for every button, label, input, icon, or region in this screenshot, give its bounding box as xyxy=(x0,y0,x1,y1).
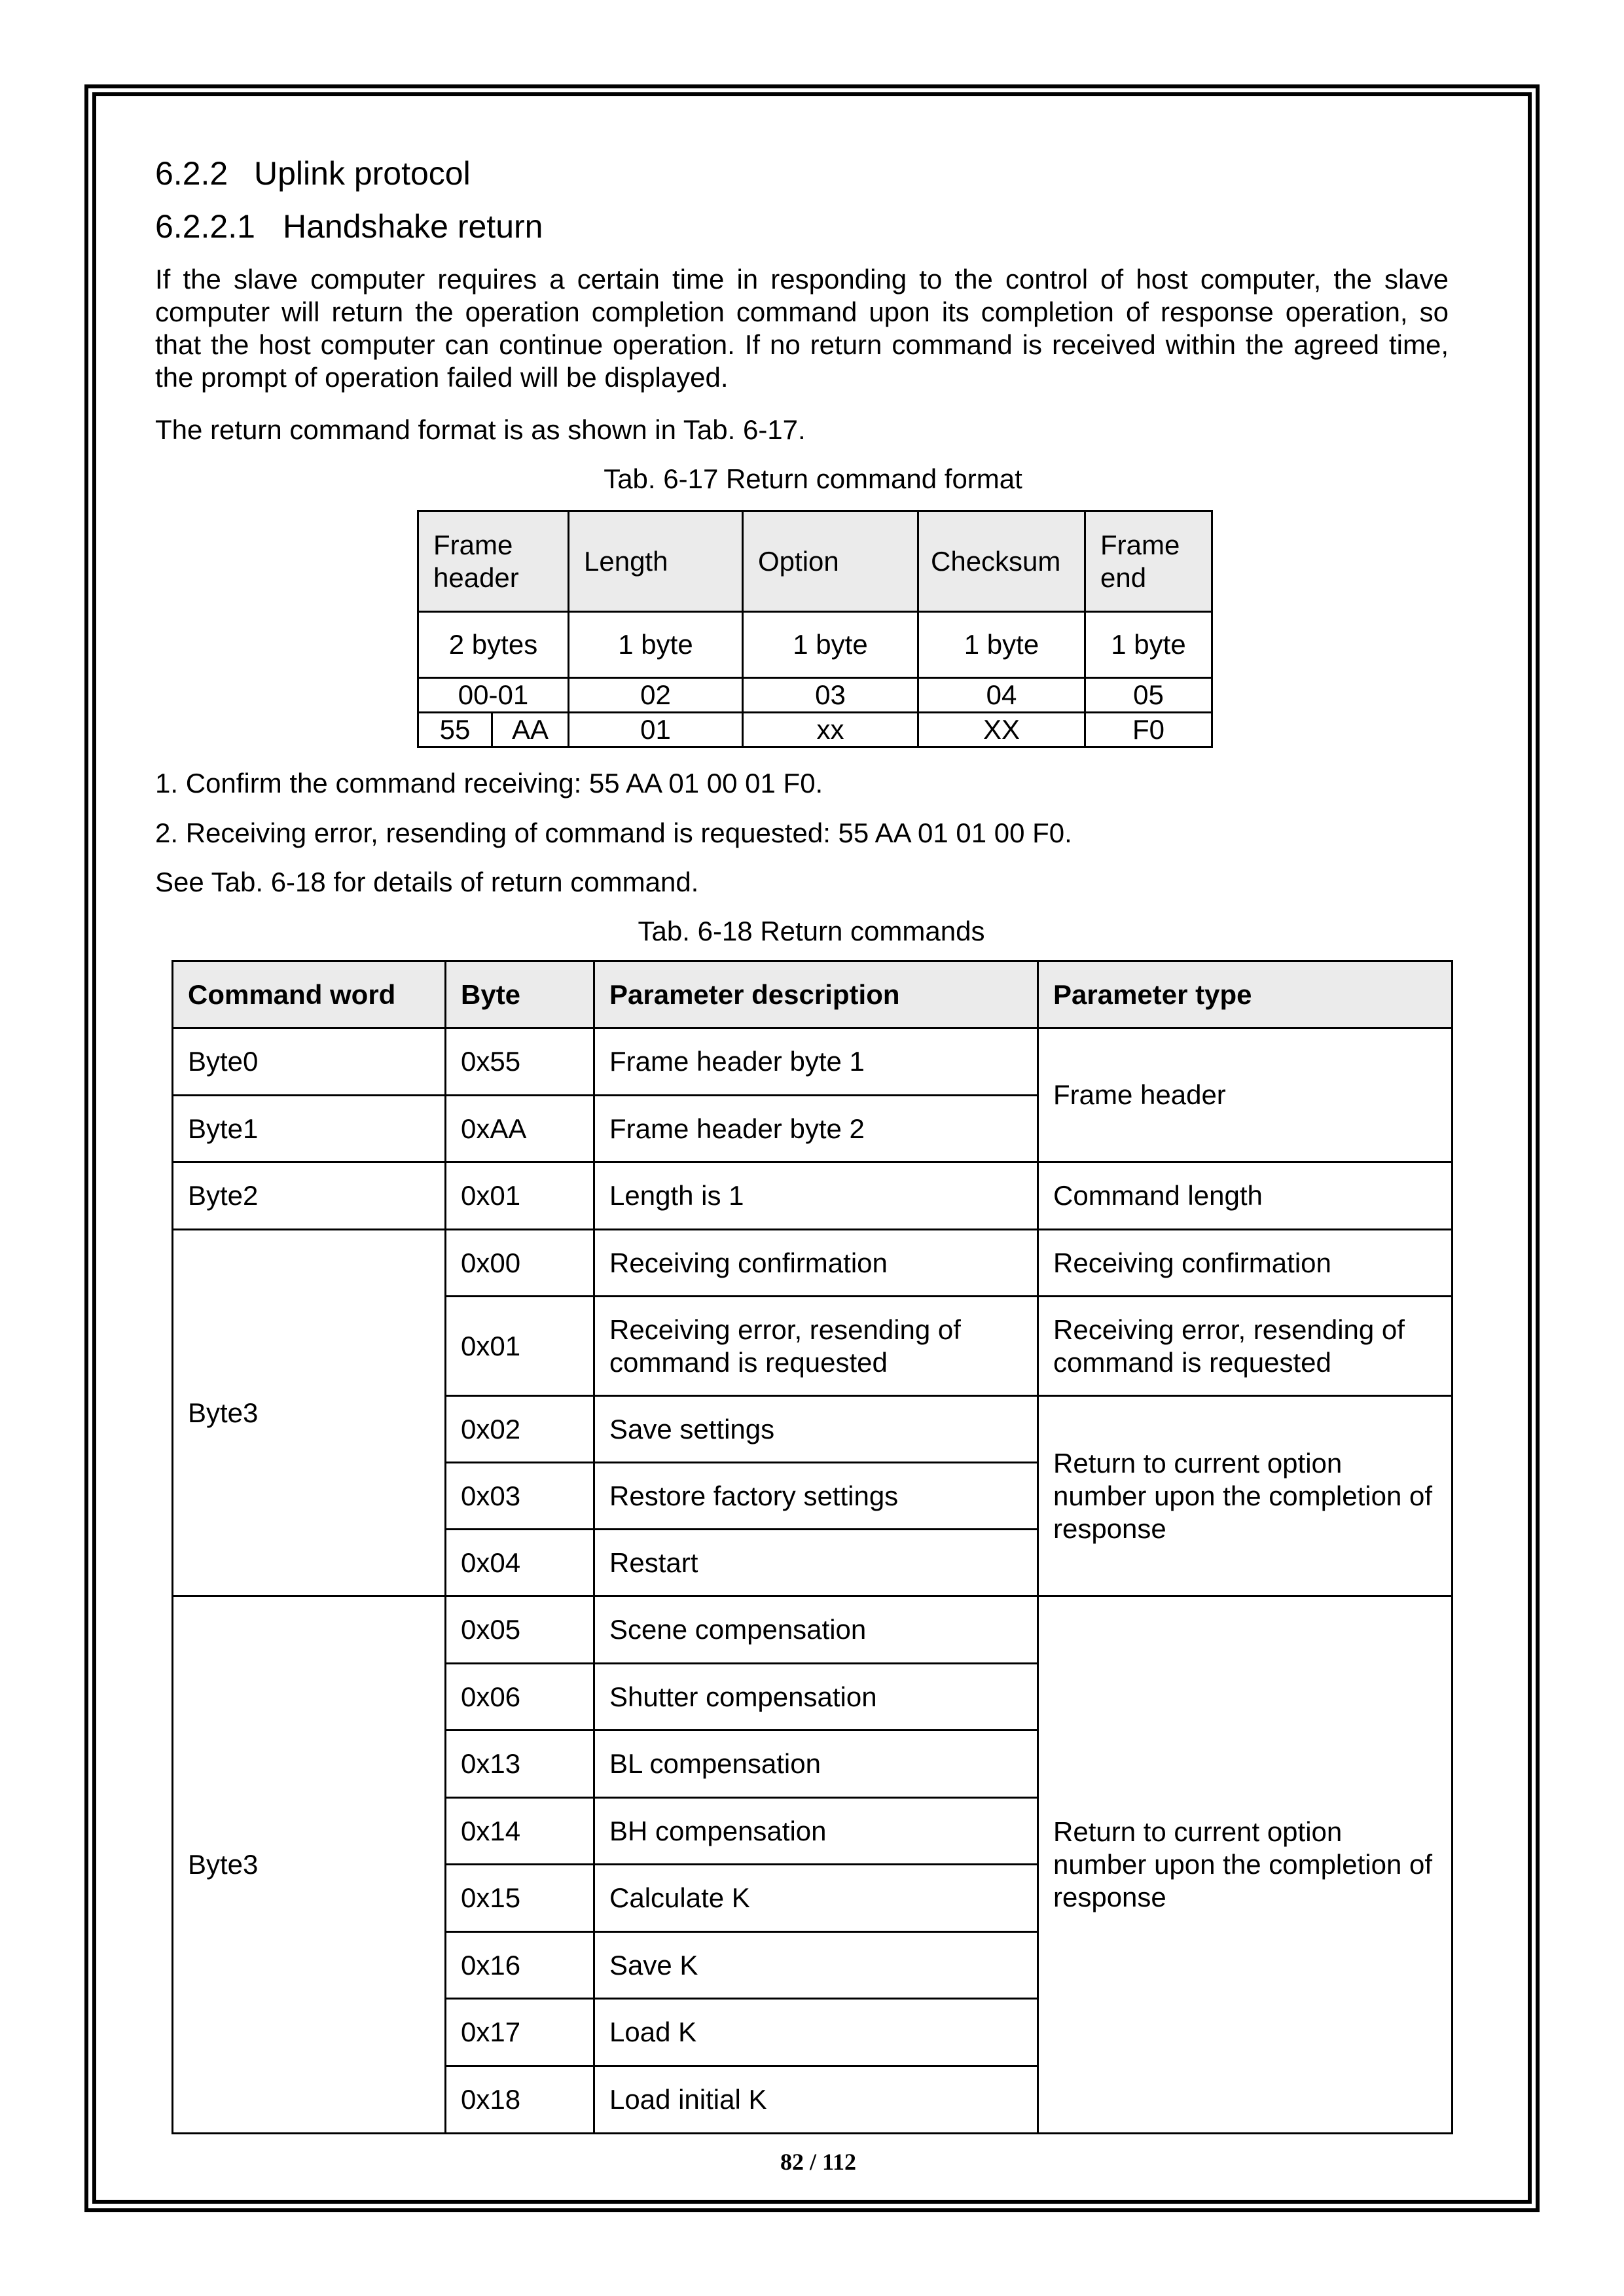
description-cell: Length is 1 xyxy=(594,1162,1038,1230)
intro-line-3: that the host computer can continue operation. If no return command is received within the agreed time, xyxy=(155,329,1449,360)
column-header-command-word: Command word xyxy=(173,961,446,1028)
description-cell: Frame header byte 2 xyxy=(594,1096,1038,1162)
column-header-parameter-type: Parameter type xyxy=(1038,961,1453,1028)
table1-value-cell: AA xyxy=(492,713,569,747)
command-word-cell: Byte0 xyxy=(173,1028,446,1096)
type-cell: Receiving error, resending of command is requested xyxy=(1038,1297,1453,1396)
table1-index-cell: 03 xyxy=(743,678,918,713)
table1-value-cell: xx xyxy=(743,713,918,747)
description-cell: Save settings xyxy=(594,1396,1038,1463)
subsection-heading xyxy=(155,210,255,243)
section-heading xyxy=(155,157,228,190)
byte-cell: 0x01 xyxy=(446,1162,594,1230)
description-cell: Shutter compensation xyxy=(594,1664,1038,1731)
byte-cell: 0x16 xyxy=(446,1932,594,1999)
description-cell: BL compensation xyxy=(594,1731,1038,1798)
byte-cell: 0x13 xyxy=(446,1731,594,1798)
table-row xyxy=(173,1028,1453,1096)
byte-cell: 0x14 xyxy=(446,1798,594,1865)
description-cell: Load K xyxy=(594,1999,1038,2066)
subsection-title: Handshake return xyxy=(283,208,543,245)
byte-cell: 0x01 xyxy=(446,1297,594,1396)
table-row xyxy=(173,1596,1453,1664)
type-cell: Return to current option number upon the completion of response xyxy=(1038,1396,1453,1596)
type-cell: Return to current option number upon the completion of response xyxy=(1038,1596,1453,2134)
intro-line-4: the prompt of operation failed will be displayed. xyxy=(155,362,729,393)
subsection-number: 6.2.2.1 xyxy=(155,208,255,245)
table1-value-cell: 55 xyxy=(418,713,492,747)
description-cell: Save K xyxy=(594,1932,1038,1999)
byte-cell: 0x05 xyxy=(446,1596,594,1664)
byte-cell: 0x00 xyxy=(446,1230,594,1297)
table1-size-cell: 1 byte xyxy=(743,612,918,678)
section-title: Uplink protocol xyxy=(254,155,471,192)
byte-cell: 0x02 xyxy=(446,1396,594,1463)
table1-header-row xyxy=(418,511,1212,612)
description-cell: Frame header byte 1 xyxy=(594,1028,1038,1096)
byte-cell: 0x06 xyxy=(446,1664,594,1731)
table1-size-row xyxy=(418,612,1212,678)
table-row xyxy=(173,1230,1453,1297)
intro-line-1: If the slave computer requires a certain time in responding to the control of host computer, the slave xyxy=(155,264,1449,295)
description-cell: BH compensation xyxy=(594,1798,1038,1865)
table1-value-cell: F0 xyxy=(1085,713,1212,747)
table-row xyxy=(173,1162,1453,1230)
table1-value-row xyxy=(418,713,1212,747)
format-reference: The return command format is as shown in Tab. 6-17. xyxy=(155,414,806,445)
note-item-1: 1. Confirm the command receiving: 55 AA 01 00 01 F0. xyxy=(155,768,823,798)
byte-cell: 0x18 xyxy=(446,2066,594,2134)
table1-index-cell: 02 xyxy=(569,678,743,713)
section-number: 6.2.2 xyxy=(155,155,228,192)
type-cell: Frame header xyxy=(1038,1028,1453,1162)
byte-cell: 0x17 xyxy=(446,1999,594,2066)
table1-header-length: Length xyxy=(569,511,743,612)
note-item-2: 2. Receiving error, resending of command is requested: 55 AA 01 01 00 F0. xyxy=(155,817,1072,848)
description-cell: Restore factory settings xyxy=(594,1463,1038,1530)
return-commands-table xyxy=(171,960,1453,2134)
page-number: 82 / 112 xyxy=(780,2149,856,2175)
column-header-parameter-description: Parameter description xyxy=(594,961,1038,1028)
table1-header-frame-header: Frame header xyxy=(418,511,569,612)
description-cell: Calculate K xyxy=(594,1865,1038,1932)
byte-cell: 0x04 xyxy=(446,1530,594,1596)
byte-cell: 0xAA xyxy=(446,1096,594,1162)
table1-index-cell: 04 xyxy=(918,678,1085,713)
column-header-byte: Byte xyxy=(446,961,594,1028)
command-word-cell: Byte2 xyxy=(173,1162,446,1230)
description-cell: Load initial K xyxy=(594,2066,1038,2134)
byte-cell: 0x03 xyxy=(446,1463,594,1530)
table1-index-cell: 05 xyxy=(1085,678,1212,713)
description-cell: Receiving confirmation xyxy=(594,1230,1038,1297)
byte-cell: 0x15 xyxy=(446,1865,594,1932)
table1-size-cell: 1 byte xyxy=(918,612,1085,678)
type-cell: Receiving confirmation xyxy=(1038,1230,1453,1297)
table1-header-frame-end: Frame end xyxy=(1085,511,1212,612)
table2-caption: Tab. 6-18 Return commands xyxy=(638,916,985,946)
intro-line-2: computer will return the operation completion command upon its completion of response operation, so xyxy=(155,296,1449,327)
description-cell: Restart xyxy=(594,1530,1038,1596)
type-cell: Command length xyxy=(1038,1162,1453,1230)
table1-header-checksum: Checksum xyxy=(918,511,1085,612)
description-cell: Receiving error, resending of command is requested xyxy=(594,1297,1038,1396)
table1-size-cell: 2 bytes xyxy=(418,612,569,678)
table1-header-option: Option xyxy=(743,511,918,612)
table1-size-cell: 1 byte xyxy=(569,612,743,678)
table1-value-cell: 01 xyxy=(569,713,743,747)
byte-cell: 0x55 xyxy=(446,1028,594,1096)
description-cell: Scene compensation xyxy=(594,1596,1038,1664)
intro-paragraph xyxy=(155,263,1449,394)
see-reference: See Tab. 6-18 for details of return command. xyxy=(155,867,699,897)
table1-value-cell: XX xyxy=(918,713,1085,747)
table1-index-row xyxy=(418,678,1212,713)
return-command-format-table xyxy=(417,510,1213,748)
command-word-cell: Byte3 xyxy=(173,1596,446,2134)
command-word-cell: Byte1 xyxy=(173,1096,446,1162)
table1-index-cell: 00-01 xyxy=(418,678,569,713)
command-word-cell: Byte3 xyxy=(173,1230,446,1596)
table2-header-row xyxy=(173,961,1453,1028)
table1-size-cell: 1 byte xyxy=(1085,612,1212,678)
table1-caption: Tab. 6-17 Return command format xyxy=(604,463,1022,494)
